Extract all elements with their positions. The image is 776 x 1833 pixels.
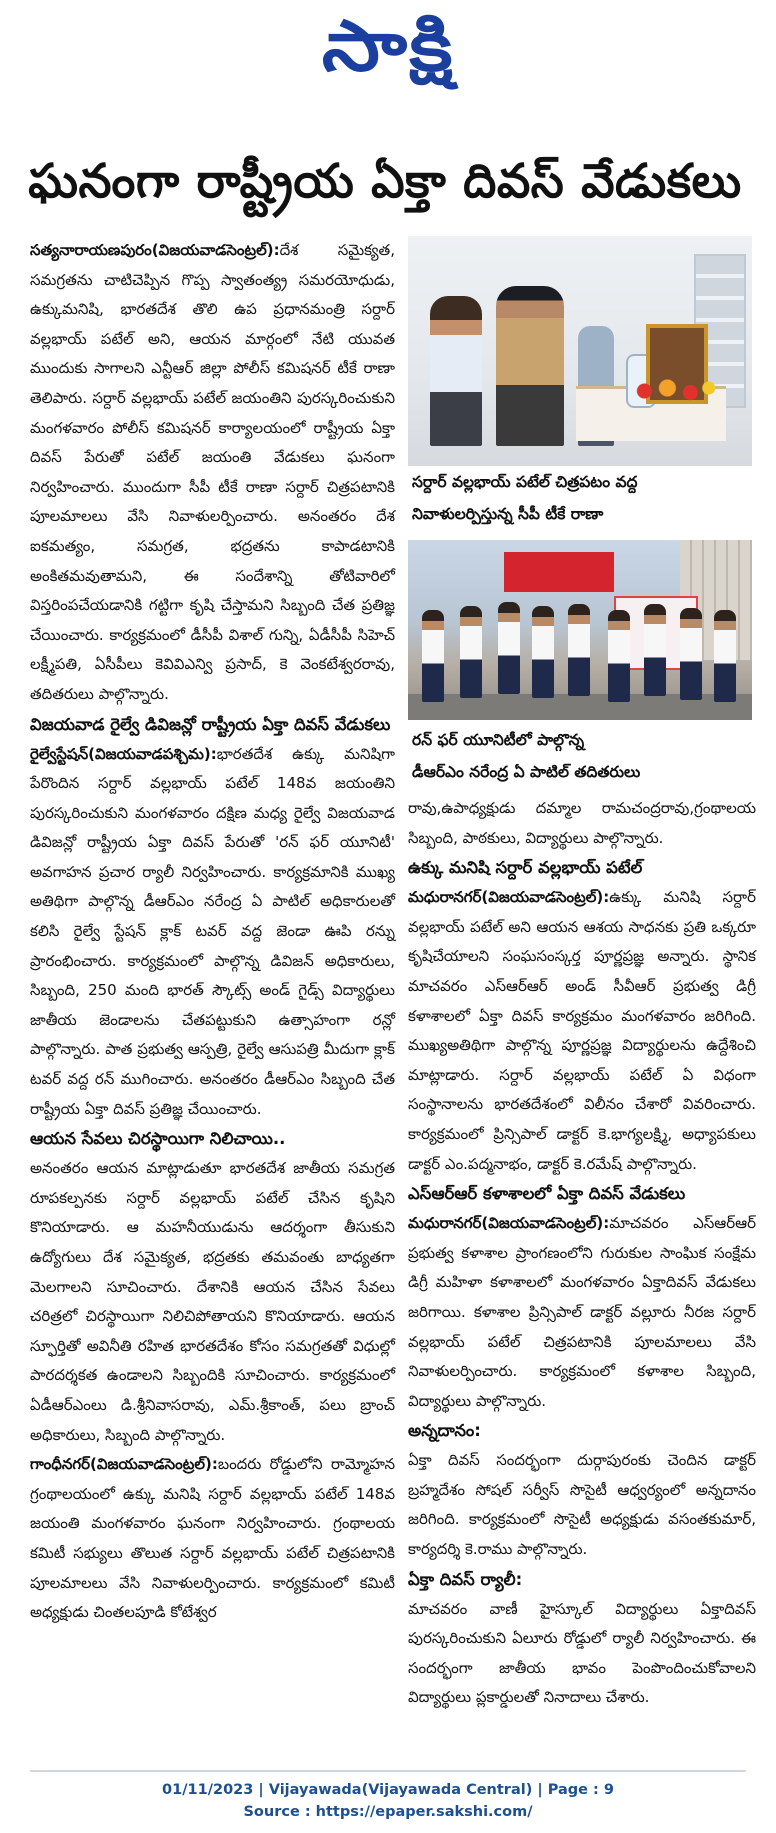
subhead-iron-man: ఉక్కు మనిషి సర్దార్ వల్లభాయ్ పటేల్ — [408, 858, 643, 878]
photo-flowers — [626, 376, 718, 406]
left-column — [30, 236, 395, 1628]
subhead-railway-division: విజయవాడ రైల్వే డివిజన్లో రాష్ట్రీయ ఏక్తా దివస్ వేడుకలు — [30, 714, 391, 734]
headline: ఘనంగా రాష్ట్రీయ ఏక్తా దివస్ వేడుకలు — [28, 154, 742, 209]
photo2-caption-line1: రన్ ఫర్ యూనిటీలో పాల్గొన్న — [412, 731, 585, 749]
dateline: రైల్వేస్టేషన్(విజయవాడపశ్చిమ): — [30, 744, 217, 763]
dateline: మధురానగర్(విజయవాడసెంట్రల్): — [408, 1214, 610, 1233]
footer-divider — [30, 1770, 746, 1772]
story-text: దేశ సమైక్యత, సమగ్రతను చాటిచెప్పిన గొప్ప స్వాతంత్య్ర సమరయోధుడు, ఉక్కుమనిషి, భారతదేశ తొలి ఉప ప్రధానమంత్రి సర్దార్ వల్లభాయ్ పటేల్ అని, ఆయన మార్గంలో నేటి యువత ముందుకు సాగాలని ఎన్టీఆర్ జిల్లా పోలీస్ కమిషనర్ టీకే రాణా తెలిపారు. సర్దార్ వల్లభాయ్ పటేల్ జయంతిని పురస్కరించుకుని మంగళవారం పోలీస్ కమిషనర్ కార్యాలయంలో రాష్ట్రీయ ఏక్తా దివస్ పేరుతో పటేల్ జయంతి వేడుకలు ఘనంగా నిర్వహించారు. ముందుగా సీపీ టీకే రాణా సర్దార్ చిత్రపటానికి పూలమాలలు వేసి నివాళులర్పించారు. అనంతరం దేశ ఐకమత్యం, సమగ్రత, భద్రతను కాపాడటానికి అంకితమవుతామని, ఈ సందేశాన్ని తోటివారిలో విస్తరింపచేయడానికి గట్టిగా కృషి చేస్తామని సిబ్బంది చేత ప్రతిజ్ఞ చేయించారు. కార్యక్రమంలో డీసీపీ విశాల్ గున్ని, ఏడీసీపీ సిహెచ్ లక్ష్మీపతి, ఏసీపీలు కెవివిఎన్వి ప్రసాద్, కె వెంకటేశ్వరరావు, తదితరులు పాల్గొన్నారు. — [30, 241, 395, 703]
story-womens-college — [408, 1209, 756, 1416]
photo-cp-tribute — [408, 236, 752, 466]
photo-person — [532, 606, 554, 698]
photo-person — [680, 608, 702, 700]
photo-run-for-unity — [408, 540, 752, 720]
photo-person — [568, 604, 590, 696]
story-rally: మాచవరం వాణీ హైస్కూల్ విద్యార్థులు ఏక్తాదివస్ పురస్కరించుకుని ఏలూరు రోడ్డులో ర్యాలీ నిర్వహించారు. ఈ సందర్భంగా జాతీయ భావం పెంపొందించుకోవాలని విద్యార్థులు ప్లకార్డులతో నినాదాలు చేశారు. — [408, 1599, 756, 1707]
photo1-caption-line2: నివాళులర్పిస్తున్న సీపీ టీకే రాణా — [412, 505, 604, 523]
photo-person — [608, 610, 630, 702]
subhead-annadanam: అన్నదానం: — [408, 1421, 481, 1441]
dateline: సత్యనారాయణపురం(విజయవాడసెంట్రల్): — [30, 241, 280, 259]
sakshi-logo: సాక్షి — [321, 5, 455, 87]
story-annadanam: ఏక్తా దివస్ సందర్భంగా దుర్గాపురంకు చెందిన డాక్టర్ బ్రహ్మదేశం సోషల్ సర్వీస్ సొసైటీ ఆధ్వర్యంలో అన్నదానం జరిగింది. కార్యక్రమంలో సొసైటీ అధ్యక్షుడు వసంతకుమార్, కార్యదర్శి కె.రాము పాల్గొన్నారు. — [408, 1451, 756, 1559]
footer-date-edition: 01/11/2023 | Vijayawada(Vijayawada Central) | Page : 9 — [162, 1782, 614, 1798]
story-cp-office — [30, 236, 395, 710]
photo-person — [644, 604, 666, 696]
story-srr-cvr-college — [408, 883, 756, 1179]
story-gandhinagar — [30, 1450, 395, 1628]
story-text: ఉక్కు మనిషి సర్దార్ వల్లభాయ్ పటేల్ అని ఆయన ఆశయ సాధనకు ప్రతి ఒక్కరూ కృషిచేయాలని సంఘసంస్కర్త పూర్ణప్రజ్ఞ అన్నారు. స్థానిక మాచవరం ఎస్ఆర్ఆర్ అండ్ సీవీఆర్ ప్రభుత్వ డిగ్రీ కళాశాలలో ఏక్తా దివస్ కార్యక్రమం మంగళవారం జరిగింది. ముఖ్యఅతిథిగా పాల్గొన్న పూర్ణప్రజ్ఞ విద్యార్థులను ఉద్దేశించి మాట్లాడారు. సర్దార్ వల్లభాయ్ పటేల్ ఏ విధంగా సంస్థానాలను భారతదేశంలో విలీనం చేశారో వివరించారు. కార్యక్రమంలో ప్రిన్సిపాల్ డాక్టర్ కె.భాగ్యలక్ష్మి, అధ్యాపకులు డాక్టర్ ఎం.పద్మనాభం, డాక్టర్ కె.రమేష్ పాల్గొన్నారు. — [408, 888, 756, 1173]
photo-officer — [496, 286, 564, 446]
dateline: మధురానగర్(విజయవాడసెంట్రల్): — [408, 888, 610, 907]
story-railway — [30, 740, 395, 1125]
photo1-caption-line1: సర్దార్ వల్లభాయ్ పటేల్ చిత్రపటం వద్ద — [412, 473, 638, 491]
photo-person — [714, 610, 736, 702]
subhead-srr-college: ఎస్ఆర్ఆర్ కళాశాలలో ఏక్తా దివస్ వేడుకలు — [408, 1184, 686, 1204]
subhead-rally: ఏక్తా దివస్ ర్యాలీ: — [408, 1569, 523, 1589]
story-text: మాచవరం ఎస్ఆర్ఆర్ ప్రభుత్వ కళాశాల ప్రాంగణంలోని గురుకుల సాంఘిక సంక్షేమ డిగ్రీ మహిళా కళాశాలలో మంగళవారం ఏక్తాదివస్ వేడుకలు జరిగాయి. కళాశాల ప్రిన్సిపాల్ డాక్టర్ వల్లూరు నీరజ సర్దార్ వల్లభాయ్ పటేల్ చిత్రపటానికి పూలమాలలు వేసి నివాళులర్పించారు. కార్యక్రమంలో కళాశాల సిబ్బంది, విద్యార్థులు పాల్గొన్నారు. — [408, 1214, 756, 1410]
story-services: అనంతరం ఆయన మాట్లాడుతూ భారతదేశ జాతీయ సమగ్రత రూపకల్పనకు సర్దార్ వల్లభాయ్ పటేల్ చేసిన కృషిని కొనియాడారు. ఆ మహనీయుడును ఆదర్శంగా తీసుకుని ఉద్యోగులు దేశ సమైక్యత, భద్రతకు తమవంతు బాధ్యతగా మెలగాలని సూచించారు. దేశానికి ఆయన చేసిన సేవలు చరిత్రలో చిరస్థాయిగా నిలిచిపోతాయని కొనియాడారు. ఆయన స్ఫూర్తితో అవినీతి రహిత భారతదేశం కోసం సమగ్రతతో విధుల్లో పారదర్శకత ఉండాలని సిబ్బందికి సూచించారు. కార్యక్రమంలో ఏడీఆర్ఎంలు డి.శ్రీనివాసరావు, ఎమ్.శ్రీకాంత్, పలు బ్రాంచ్ అధికారులు, సిబ్బంది పాల్గొన్నారు. — [30, 1159, 395, 1444]
story-text: భారతదేశ ఉక్కు మనిషిగా పేరొందిన సర్దార్ వల్లభాయ్ పటేల్ 148వ జయంతిని పురస్కరించుకుని మంగళవారం దక్షిణ మధ్య రైల్వే విజయవాడ డివిజన్లో రాష్ట్రీయ ఏక్తా దివస్ పేరుతో 'రన్ ఫర్ యూనిటీ' అవగాహన ప్రచార ర్యాలీ నిర్వహించారు. కార్యక్రమానికి ముఖ్య అతిథిగా పాల్గొన్న డీఆర్ఎం నరేంద్ర ఏ పాటిల్ అధికారులతో కలిసి రైల్వే స్టేషన్ క్లాక్ టవర్ వద్ద జెండా ఊపి రన్ను ప్రారంభించారు. కార్యక్రమంలో పాల్గొన్న డివిజన్ అధికారులు, సిబ్బంది, 250 మంది భారత్ స్కౌట్స్ అండ్ గైడ్స్ విద్యార్థులు జాతీయ జెండాలను చేతపట్టుకుని ఉత్సాహంగా రన్లో పాల్గొన్నారు. పాత ప్రభుత్వ ఆస్పత్రి, రైల్వే ఆసుపత్రి మీదుగా క్లాక్ టవర్ వద్ద రన్ ముగించారు. అనంతరం డీఆర్ఎం సిబ్బంది చేత రాష్ట్రీయ ఏక్తా దివస్ ప్రతిజ్ఞ చేయించారు. — [30, 744, 395, 1118]
masthead — [0, 6, 776, 90]
photo-person — [460, 606, 482, 698]
photo-person — [430, 296, 482, 446]
footer-source: Source : https://epaper.sakshi.com/ — [243, 1804, 533, 1820]
story-text: బందరు రోడ్డులోని రామ్మోహన గ్రంథాలయంలో ఉక్కు మనిషి సర్దార్ వల్లభాయ్ పటేల్ 148వ జయంతి మంగళవారం ఘనంగా నిర్వహించారు. గ్రంథాలయ కమిటీ సభ్యులు తొలుత సర్దార్ వల్లభాయ్ పటేల్ చిత్రపటానికి పూలమాలలు వేసి నివాళులర్పించారు. కార్యక్రమంలో కమిటీ అధ్యక్షుడు చింతలపూడి కోటేశ్వర — [30, 1455, 395, 1622]
photo-person — [498, 602, 520, 694]
dateline: గాంధీనగర్(విజయవాడసెంట్రల్): — [30, 1455, 218, 1474]
photo2-caption-line2: డీఆర్ఎం నరేంద్ర ఏ పాటిల్ తదితరులు — [412, 763, 641, 781]
right-column — [408, 236, 756, 1713]
subhead-services: ఆయన సేవలు చిరస్థాయిగా నిలిచాయి.. — [30, 1129, 286, 1149]
photo-person — [422, 610, 444, 702]
photo-banner — [504, 552, 614, 592]
story-gandhinagar-continued: రావు,ఉపాధ్యక్షుడు దమ్మాల రామచంద్రరావు,గ్రంథాలయ సిబ్బంది, పాఠకులు, విద్యార్థులు పాల్గొన్నారు. — [408, 799, 756, 847]
